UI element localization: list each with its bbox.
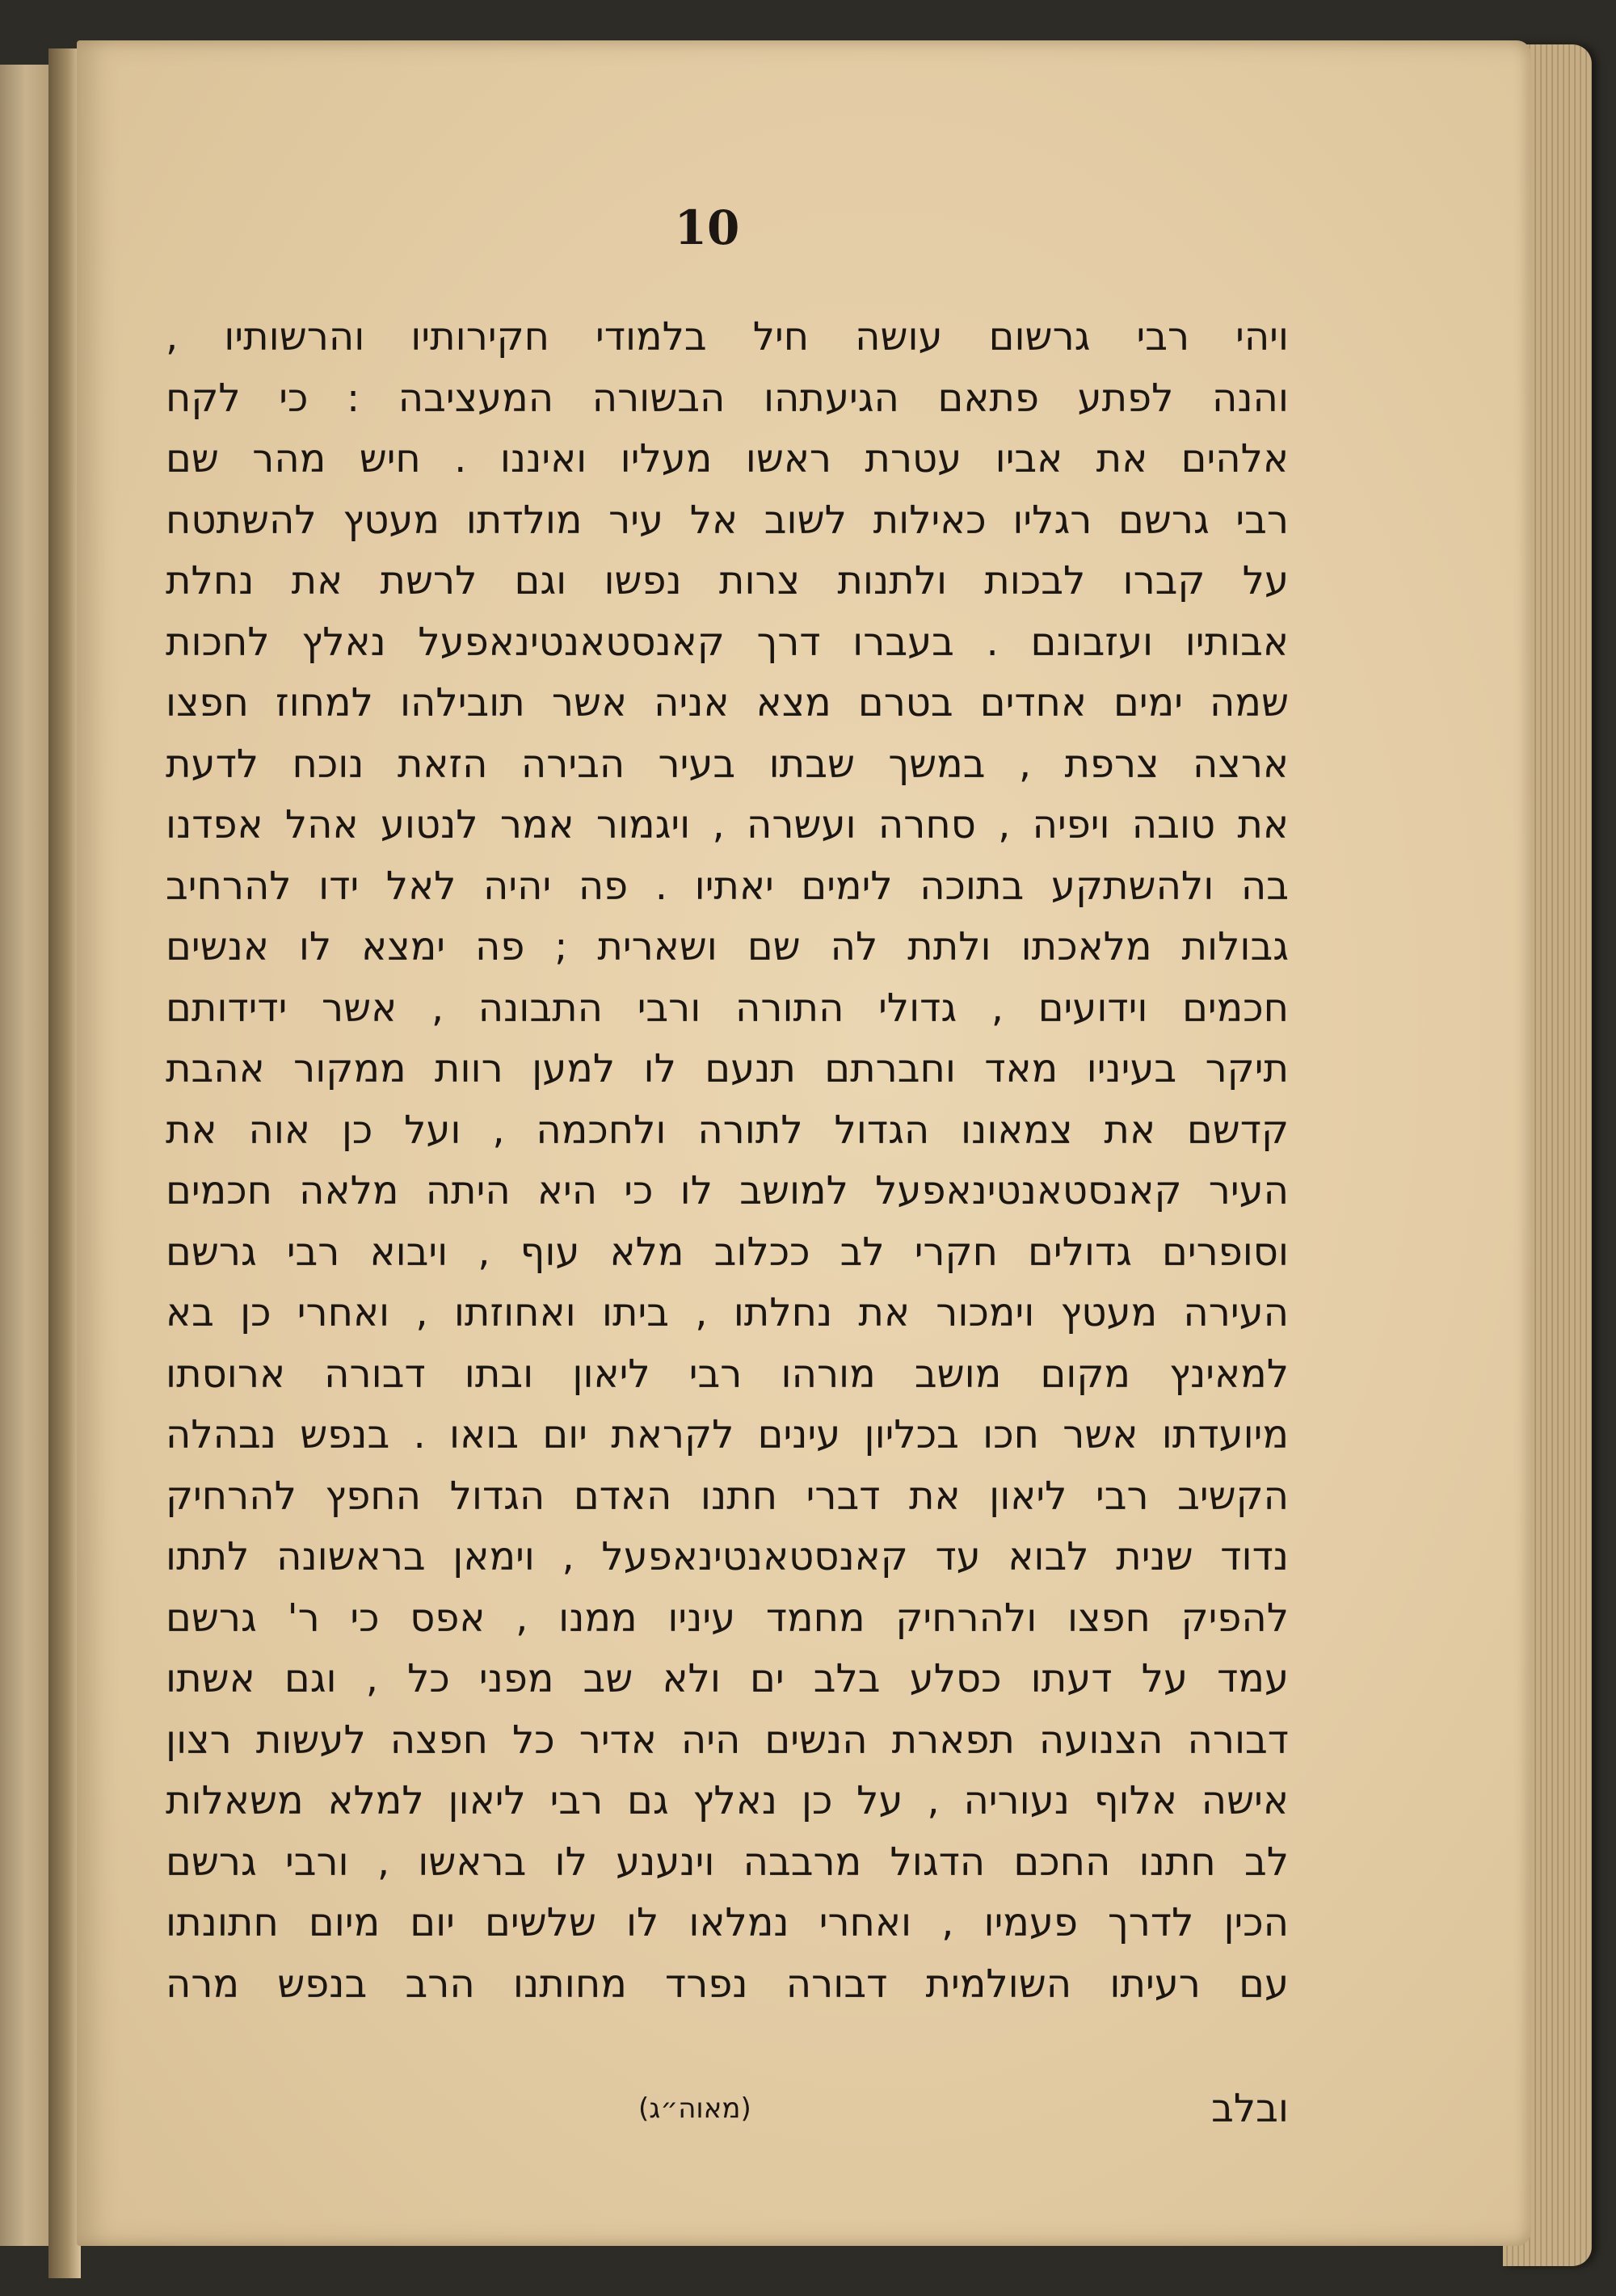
text-line: העיר קאנסטאנטינאפעל למושב לו כי היא היתה מלאה חכמים [166,1168,1289,1213]
text-line: עם רעיתו השולמית דבורה נפרד מחותנו הרב בנפש מרה [166,1961,1289,2007]
text-line: אישה אלוף נעוריה , על כן נאלץ גם רבי ליאון למלא משאלות [166,1778,1289,1823]
book-gutter [48,48,81,2278]
text-line: דבורה הצנועה תפארת הנשים היה אדיר כל חפצה לעשות רצון [166,1717,1289,1763]
text-line: שמה ימים אחדים בטרם מצא אניה אשר תובילהו למחוז חפצו [166,680,1289,725]
text-line: ארצה צרפת , במשך שבתו בעיר הבירה הזאת נוכח לדעת [166,741,1289,787]
text-line: ויהי רבי גרשום עושה חיל בלמודי חקירותיו והרשותיו , [166,314,1289,360]
catchword: ובלב [1211,2086,1289,2131]
text-line: אלהים את אביו עטרת ראשו מעליו ואיננו . חיש מהר שם [166,436,1289,481]
text-line: את טובה ויפיה , סחרה ועשרה , ויגמור אמר לנטוע אהל אפדנו [166,802,1289,847]
text-line: על קברו לבכות ולתנות צרות נפשו וגם לרשת את נחלת [166,558,1289,603]
text-line: וסופרים גדולים חקרי לב ככלוב מלא עוף , ויבוא רבי גרשם [166,1229,1289,1275]
body-text [166,307,1289,2015]
text-line: עמד על דעתו כסלע בלב ים ולא שב מפני כל , וגם אשתו [166,1656,1289,1701]
text-line: להפיק חפצו ולהרחיק מחמד עיניו ממנו , אפס כי ר' גרשם [166,1595,1289,1641]
page-footer [343,2076,1289,2141]
text-line: אבותיו ועזבונם . בעברו דרך קאנסטאנטינאפעל נאלץ לחכות [166,619,1289,665]
text-line: רבי גרשם רגליו כאילות לשוב אל עיר מולדתו מעטץ להשתטח [166,497,1289,543]
text-line: תיקר בעיניו מאד וחברתם תנעם לו למען רוות ממקור אהבת [166,1046,1289,1091]
text-line: למאינץ מקום מושב מורהו רבי ליאון ובתו דבורה ארוסתו [166,1351,1289,1397]
text-line: בה ולהשתקע בתוכה לימים יאתיו . פה יהיה לאל ידו להרחיב [166,863,1289,909]
text-line: הקשיב רבי ליאון את דברי חתנו האדם הגדול החפץ להרחיק [166,1473,1289,1519]
text-line: חכמים וידועים , גדולי התורה ורבי התבונה , אשר ידידותם [166,985,1289,1031]
text-line: והנה לפתע פתאם הגיעתהו הבשורה המעציבה : כי לקח [166,375,1289,421]
signature-mark: (מאוה״ג) [638,2092,751,2125]
text-line: מיועדתו אשר חכו בכליון עינים לקראת יום בואו . בנפש נבהלה [166,1412,1289,1457]
text-line: נדוד שנית לבוא עד קאנסטאנטינאפעל , וימאן בראשונה לתתו [166,1534,1289,1579]
text-line: קדשם את צמאונו הגדול לתורה ולחכמה , ועל כן אוה את [166,1107,1289,1153]
text-line: הכין לדרך פעמיו , ואחרי נמלאו לו שלשים יום מיום חתונתו [166,1900,1289,1945]
text-line: העירה מעטץ וימכור את נחלתו , ביתו ואחוזתו , ואחרי כן בא [166,1290,1289,1335]
page-number: 10 [674,200,740,255]
text-line: גבולות מלאכתו ולתת לה שם ושארית ; פה ימצא לו אנשים [166,924,1289,969]
text-line: לב חתנו החכם הדגול מרבבה וינענע לו בראשו , ורבי גרשם [166,1839,1289,1885]
book-page [77,40,1531,2246]
